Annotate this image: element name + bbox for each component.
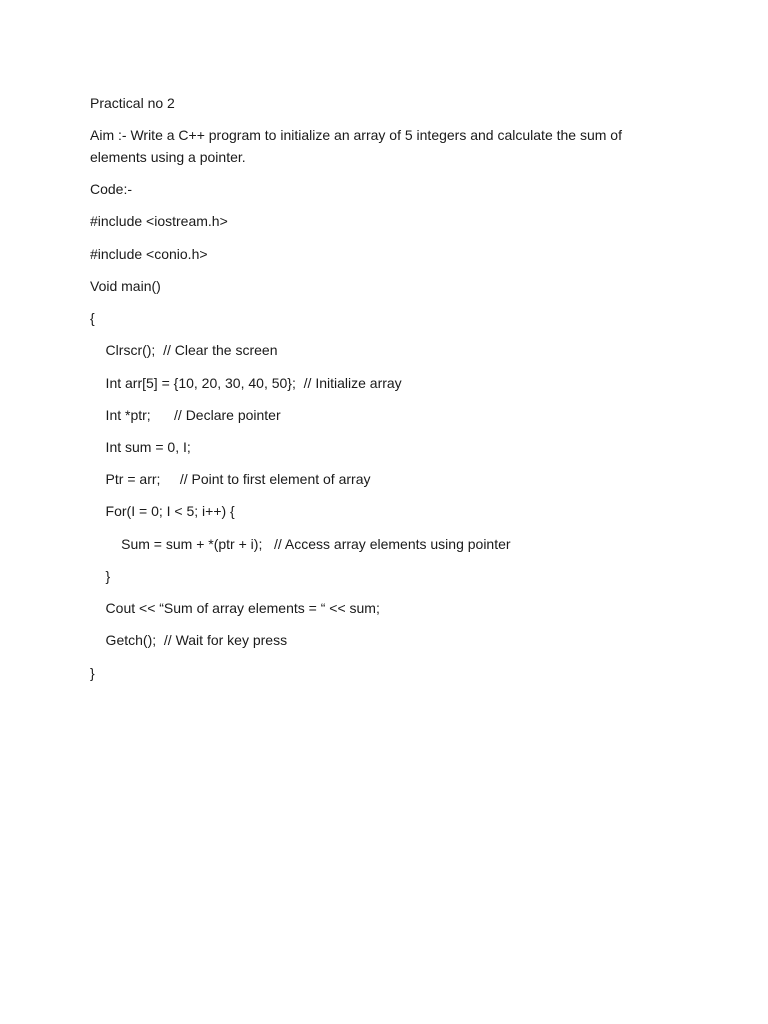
code-line: Int sum = 0, I; — [90, 439, 191, 455]
code-line: } — [90, 568, 111, 584]
code-line: #include <iostream.h> — [90, 213, 228, 229]
code-line: Ptr = arr; // Point to first element of array — [90, 471, 371, 487]
code-label: Code:- — [90, 181, 133, 197]
code-line: Int arr[5] = {10, 20, 30, 40, 50}; // Initialize array — [90, 375, 402, 391]
code-line: Cout << “Sum of array elements = “ << sum; — [90, 600, 380, 616]
aim-paragraph: Aim :- Write a C++ program to initialize an array of 5 integers and calculate the sum of elements using a pointer. — [90, 127, 622, 165]
practical-title: Practical no 2 — [90, 95, 175, 111]
code-line: For(I = 0; I < 5; i++) { — [90, 503, 235, 519]
code-line: { — [90, 310, 95, 326]
code-line: Clrscr(); // Clear the screen — [90, 342, 278, 358]
code-line: Int *ptr; // Declare pointer — [90, 407, 281, 423]
code-line: } — [90, 665, 95, 681]
code-line: Sum = sum + *(ptr + i); // Access array elements using pointer — [90, 536, 511, 552]
code-line: #include <conio.h> — [90, 246, 208, 262]
code-line: Getch(); // Wait for key press — [90, 632, 288, 648]
code-line: Void main() — [90, 278, 161, 294]
